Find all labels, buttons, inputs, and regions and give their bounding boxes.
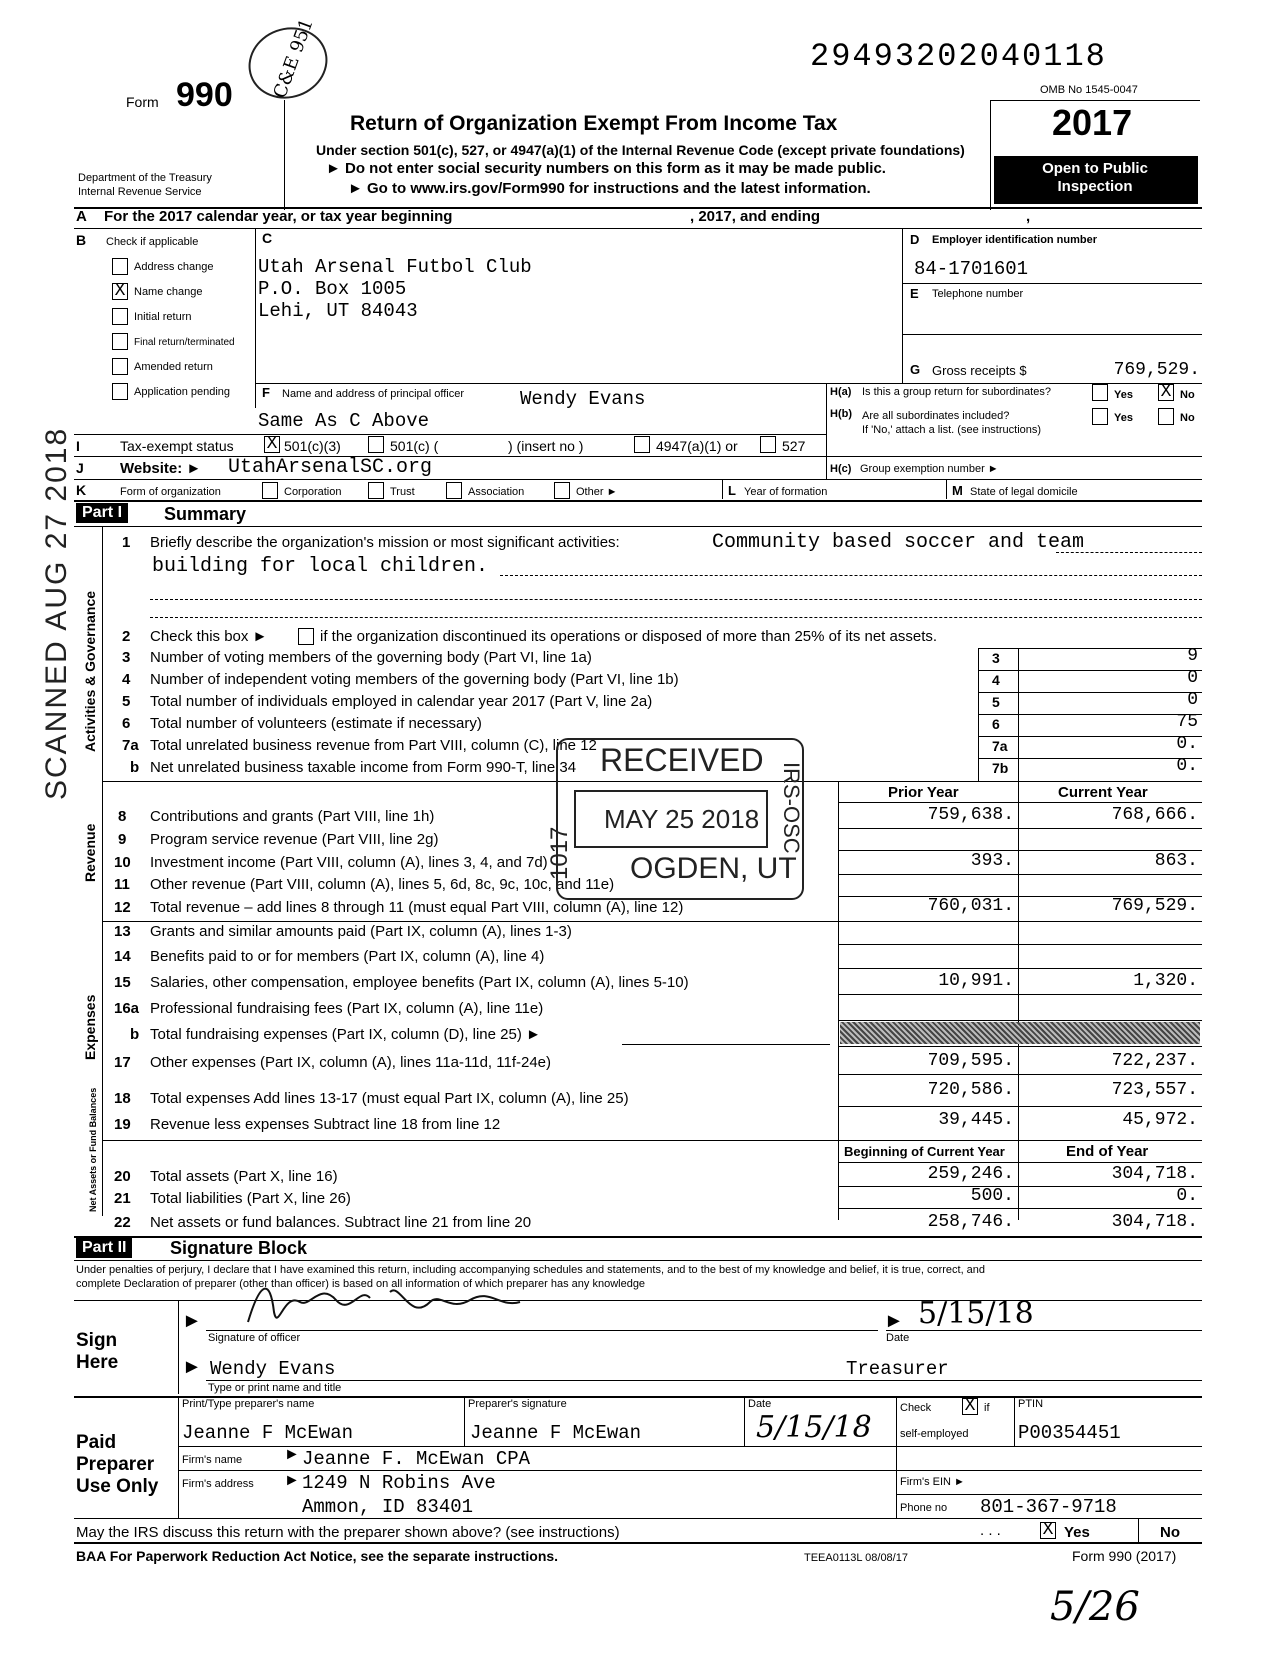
hb-yes-label: Yes bbox=[1114, 412, 1133, 424]
mission-line-1: Community based soccer and team bbox=[712, 531, 1085, 554]
line6-text: Total number of volunteers (estimate if necessary) bbox=[150, 715, 482, 732]
line11-text: Other revenue (Part VIII, column (A), lines 5, 6d, 8c, 9c, 10c, and 11e) bbox=[150, 876, 615, 893]
col-current-year: Current Year bbox=[1058, 784, 1148, 801]
ha-text: Is this a group return for subordinates? bbox=[862, 386, 1051, 398]
print-name-label: Type or print name and title bbox=[208, 1382, 342, 1394]
firm-address-1: 1249 N Robins Ave bbox=[302, 1472, 496, 1494]
part2-title: Signature Block bbox=[170, 1238, 308, 1258]
section-c-label: C bbox=[262, 230, 273, 246]
line20-text: Total assets (Part X, line 16) bbox=[150, 1168, 338, 1185]
received-left: 1017 bbox=[546, 826, 573, 880]
checkbox-initial-return[interactable] bbox=[112, 308, 128, 325]
line15-prior: 10,991. bbox=[938, 971, 1014, 991]
form-title: Return of Organization Exempt From Income Tax bbox=[350, 112, 838, 135]
preparer-date: 5/15/18 bbox=[756, 1410, 872, 1445]
discuss-text: May the IRS discuss this return with the preparer shown above? (see instructions) bbox=[76, 1524, 620, 1541]
label-name-change: Name change bbox=[134, 286, 203, 298]
checkbox-527[interactable] bbox=[760, 436, 776, 453]
form-reference: Form 990 (2017) bbox=[1072, 1548, 1177, 1564]
line9-text: Program service revenue (Part VIII, line 2g) bbox=[150, 831, 439, 848]
label-association: Association bbox=[468, 486, 525, 498]
org-address-2: Lehi, UT 84043 bbox=[258, 300, 418, 322]
label-application-pending: Application pending bbox=[134, 386, 231, 398]
line15-text: Salaries, other compensation, employee benefits (Part IX, column (A), lines 5-10) bbox=[150, 974, 689, 991]
line8-current: 768,666. bbox=[1111, 805, 1198, 825]
line8-prior: 759,638. bbox=[927, 805, 1014, 825]
line-a-ending: , 2017, and ending bbox=[690, 208, 821, 225]
preparer-name: Jeanne F McEwan bbox=[182, 1422, 354, 1444]
line17-current: 722,237. bbox=[1111, 1051, 1198, 1071]
officer-print-name: Wendy Evans bbox=[210, 1358, 336, 1380]
line4-text: Number of independent voting members of the governing body (Part VI, line 1b) bbox=[150, 671, 679, 688]
label-trust: Trust bbox=[390, 486, 415, 498]
hc-label: H(c) bbox=[830, 463, 852, 475]
ptin-value: P00354451 bbox=[1018, 1422, 1121, 1444]
hb-no-label: No bbox=[1180, 412, 1195, 424]
line12-text: Total revenue – add lines 8 through 11 (must equal Part VIII, column (A), line 12) bbox=[150, 899, 684, 916]
form-subtitle-2: ► Do not enter social security numbers on this form as it may be made public. bbox=[326, 160, 886, 177]
line22-text: Net assets or fund balances. Subtract line 21 from line 20 bbox=[150, 1214, 532, 1231]
label-address-change: Address change bbox=[134, 261, 214, 273]
omb-number: OMB No 1545-0047 bbox=[1040, 84, 1138, 96]
line12-current: 769,529. bbox=[1111, 896, 1198, 916]
sign-label: Sign bbox=[76, 1330, 118, 1351]
phone-label: Phone no bbox=[900, 1502, 948, 1514]
firm-ein-label: Firm's EIN ► bbox=[900, 1476, 965, 1488]
received-date: MAY 25 2018 bbox=[604, 804, 760, 834]
line4-value: 0 bbox=[1187, 668, 1198, 688]
line10-text: Investment income (Part VIII, column (A), lines 3, 4, and 7d) bbox=[150, 854, 548, 871]
preparer-sig-label: Preparer's signature bbox=[468, 1398, 567, 1410]
col-end-year: End of Year bbox=[1066, 1143, 1149, 1160]
checkbox-501c3[interactable]: X bbox=[264, 436, 280, 453]
hb-no-checkbox[interactable] bbox=[1158, 408, 1174, 425]
received-text: RECEIVED bbox=[600, 742, 764, 778]
col-prior-year: Prior Year bbox=[888, 784, 959, 801]
section-b-label: B bbox=[76, 232, 87, 248]
discuss-no-label: No bbox=[1160, 1524, 1180, 1541]
checkbox-amended-return[interactable] bbox=[112, 358, 128, 375]
handwritten-note: 5/26 bbox=[1050, 1584, 1140, 1630]
hb-text-1: Are all subordinates included? bbox=[862, 410, 1010, 422]
handwritten-code: C&E 951 bbox=[269, 15, 318, 102]
here-label: Here bbox=[76, 1352, 119, 1373]
section-f-label: F bbox=[262, 385, 270, 400]
checkbox-trust[interactable] bbox=[368, 482, 384, 499]
label-amended-return: Amended return bbox=[134, 361, 213, 373]
website-value[interactable]: UtahArsenalSC.org bbox=[228, 456, 433, 479]
checkbox-address-change[interactable] bbox=[112, 258, 128, 275]
baa-text: BAA For Paperwork Reduction Act Notice, see the separate instructions. bbox=[76, 1548, 559, 1564]
line10-current: 863. bbox=[1154, 851, 1198, 871]
label-501c3: 501(c)(3) bbox=[284, 438, 341, 454]
line18-current: 723,557. bbox=[1111, 1080, 1198, 1100]
officer-title: Treasurer bbox=[846, 1358, 949, 1380]
line-j-title: Website: ► bbox=[120, 460, 202, 477]
line-l-text: Year of formation bbox=[744, 486, 828, 498]
paid-label: Paid bbox=[76, 1432, 117, 1453]
line16b-text: Total fundraising expenses (Part IX, column (D), line 25) ► bbox=[150, 1026, 541, 1043]
line-k-title: Form of organization bbox=[120, 486, 221, 498]
ha-yes-checkbox[interactable] bbox=[1092, 384, 1108, 401]
section-e-title: Telephone number bbox=[932, 288, 1024, 300]
line10-prior: 393. bbox=[970, 851, 1014, 871]
line16a-text: Professional fundraising fees (Part IX, column (A), line 11e) bbox=[150, 1000, 544, 1017]
check-label: Check bbox=[900, 1402, 932, 1414]
part2-tag: Part II bbox=[76, 1238, 132, 1258]
phone-value: 801-367-9718 bbox=[980, 1496, 1117, 1518]
section-f-title: Name and address of principal officer bbox=[282, 388, 465, 400]
scanned-stamp: SCANNED AUG 27 2018 bbox=[40, 426, 73, 800]
line22-beginning: 258,746. bbox=[927, 1212, 1014, 1232]
line1-text: Briefly describe the organization's mission or most significant activities: bbox=[150, 534, 620, 551]
line21-end: 0. bbox=[1176, 1186, 1198, 1206]
checkbox-other[interactable] bbox=[554, 482, 570, 499]
firm-address-label: Firm's address bbox=[182, 1478, 254, 1490]
discuss-yes-label: Yes bbox=[1064, 1524, 1090, 1541]
hb-label: H(b) bbox=[830, 408, 852, 420]
received-right: IRS-OSC bbox=[779, 762, 804, 854]
signature-label: Signature of officer bbox=[208, 1332, 301, 1344]
line20-beginning: 259,246. bbox=[927, 1164, 1014, 1184]
shaded-cell bbox=[840, 1022, 1200, 1044]
checkbox-name-change[interactable]: X bbox=[112, 283, 128, 300]
ha-no-label: No bbox=[1180, 389, 1195, 401]
line19-current: 45,972. bbox=[1122, 1110, 1198, 1130]
tax-year: 2017 bbox=[1052, 102, 1133, 143]
line2-text-b: if the organization discontinued its operations or disposed of more than 25% of its net assets. bbox=[320, 628, 938, 645]
line5-text: Total number of individuals employed in calendar year 2017 (Part V, line 2a) bbox=[150, 693, 653, 710]
checkbox-discontinued[interactable] bbox=[298, 628, 314, 645]
side-label-expenses: Expenses bbox=[82, 994, 98, 1060]
label-final-return: Final return/terminated bbox=[134, 337, 235, 348]
col-beginning-year: Beginning of Current Year bbox=[844, 1144, 1005, 1159]
self-employed-label: self-employed bbox=[900, 1428, 969, 1440]
label-4947: 4947(a)(1) or bbox=[656, 438, 738, 454]
officer-name: Wendy Evans bbox=[520, 388, 646, 410]
checkbox-final-return[interactable] bbox=[112, 333, 128, 350]
barcode-number: 29493202040118 bbox=[810, 38, 1107, 75]
section-b-title: Check if applicable bbox=[106, 236, 199, 248]
firm-name-label: Firm's name bbox=[182, 1454, 243, 1466]
section-g-label: G bbox=[910, 362, 921, 377]
line3-value: 9 bbox=[1187, 646, 1198, 666]
line19-prior: 39,445. bbox=[938, 1110, 1014, 1130]
dept-line-2: Internal Revenue Service bbox=[78, 186, 202, 198]
penalty-text-2: complete Declaration of preparer (other than officer) is based on all information of which preparer has any knowledge bbox=[76, 1278, 646, 1290]
dept-line-1: Department of the Treasury bbox=[78, 172, 212, 184]
form-word: Form bbox=[126, 94, 159, 110]
preparer-label: Preparer bbox=[76, 1454, 155, 1475]
preparer-date-label: Date bbox=[748, 1398, 772, 1410]
line3-text: Number of voting members of the governing body (Part VI, line 1a) bbox=[150, 649, 592, 666]
open-public-text: Open to Public Inspection bbox=[1042, 160, 1148, 195]
part1-tag: Part I bbox=[76, 503, 128, 523]
label-other: Other ► bbox=[576, 486, 618, 498]
form-code: TEEA0113L 08/08/17 bbox=[804, 1552, 908, 1564]
line7b-text: Net unrelated business taxable income from Form 990-T, line 34 bbox=[150, 759, 577, 776]
check-if-label: if bbox=[984, 1402, 990, 1414]
line2-text-a: Check this box ► bbox=[150, 628, 268, 645]
preparer-sig-name[interactable]: Jeanne F McEwan bbox=[470, 1422, 642, 1444]
line5-value: 0 bbox=[1187, 690, 1198, 710]
line21-text: Total liabilities (Part X, line 26) bbox=[150, 1190, 351, 1207]
line-i-title: Tax-exempt status bbox=[120, 438, 234, 454]
ha-label: H(a) bbox=[830, 386, 852, 398]
line-a-text: For the 2017 calendar year, or tax year beginning bbox=[104, 208, 453, 225]
ha-no-checkbox[interactable]: X bbox=[1158, 384, 1174, 401]
label-insert-no: ) (insert no ) bbox=[508, 438, 584, 454]
line20-end: 304,718. bbox=[1111, 1164, 1198, 1184]
use-only-label: Use Only bbox=[76, 1476, 159, 1497]
line15-current: 1,320. bbox=[1133, 971, 1198, 991]
date-label: Date bbox=[886, 1332, 910, 1344]
line19-text: Revenue less expenses Subtract line 18 from line 12 bbox=[150, 1116, 501, 1133]
label-527: 527 bbox=[782, 438, 806, 454]
line-i-label: I bbox=[76, 438, 80, 454]
officer-signature[interactable] bbox=[240, 1272, 540, 1332]
form-subtitle-3: ► Go to www.irs.gov/Form990 for instructions and the latest information. bbox=[348, 180, 871, 197]
line22-end: 304,718. bbox=[1111, 1212, 1198, 1232]
mission-line-2: building for local children. bbox=[152, 555, 489, 578]
form-subtitle-1: Under section 501(c), 527, or 4947(a)(1) of the Internal Revenue Code (except private foundations) bbox=[316, 142, 965, 158]
line21-beginning: 500. bbox=[970, 1186, 1014, 1206]
label-initial-return: Initial return bbox=[134, 311, 192, 323]
line-m-label: M bbox=[952, 483, 963, 498]
section-d-label: D bbox=[910, 232, 920, 247]
line13-text: Grants and similar amounts paid (Part IX, column (A), lines 1-3) bbox=[150, 923, 572, 940]
firm-name: Jeanne F. McEwan CPA bbox=[302, 1448, 531, 1470]
checkbox-501c[interactable] bbox=[368, 436, 384, 453]
line8-text: Contributions and grants (Part VIII, line 1h) bbox=[150, 808, 435, 825]
form-number: 990 bbox=[176, 76, 233, 114]
section-d-title: Employer identification number bbox=[932, 234, 1098, 246]
side-label-net-assets: Net Assets or Fund Balances bbox=[88, 1087, 98, 1212]
line12-prior: 760,031. bbox=[927, 896, 1014, 916]
ha-yes-label: Yes bbox=[1114, 389, 1133, 401]
ptin-label: PTIN bbox=[1018, 1398, 1044, 1410]
line7a-text: Total unrelated business revenue from Part VIII, column (C), line 12 bbox=[150, 737, 597, 754]
label-501c: 501(c) ( bbox=[390, 438, 439, 454]
received-city: OGDEN, UT bbox=[630, 852, 797, 885]
line7b-value: 0. bbox=[1176, 756, 1198, 776]
line-m-text: State of legal domicile bbox=[970, 486, 1078, 498]
line-k-label: K bbox=[76, 482, 87, 498]
line17-text: Other expenses (Part IX, column (A), lines 11a-11d, 11f-24e) bbox=[150, 1054, 552, 1071]
hc-text: Group exemption number ► bbox=[860, 463, 999, 475]
line-l-label: L bbox=[728, 483, 736, 498]
line17-prior: 709,595. bbox=[927, 1051, 1014, 1071]
firm-address-2: Ammon, ID 83401 bbox=[302, 1496, 474, 1518]
label-corporation: Corporation bbox=[284, 486, 342, 498]
checkbox-corporation[interactable] bbox=[262, 482, 278, 499]
section-e-label: E bbox=[910, 286, 919, 301]
ein-value: 84-1701601 bbox=[914, 258, 1029, 280]
hb-text-2: If 'No,' attach a list. (see instructions) bbox=[862, 424, 1042, 436]
signature-date: 5/15/18 bbox=[918, 1296, 1034, 1331]
line-j-label: J bbox=[76, 460, 84, 476]
line-a-label: A bbox=[76, 208, 87, 225]
gross-receipts-value: 769,529. bbox=[1113, 360, 1200, 380]
section-g-title: Gross receipts $ bbox=[932, 363, 1027, 378]
side-label-governance: Activities & Governance bbox=[82, 590, 98, 752]
checkbox-discuss-yes[interactable]: X bbox=[1040, 1522, 1056, 1539]
org-name: Utah Arsenal Futbol Club bbox=[258, 256, 532, 278]
part1-title: Summary bbox=[164, 504, 247, 524]
officer-address: Same As C Above bbox=[258, 410, 430, 432]
side-label-revenue: Revenue bbox=[82, 823, 98, 882]
checkbox-self-employed[interactable]: X bbox=[962, 1398, 978, 1415]
checkbox-4947[interactable] bbox=[634, 436, 650, 453]
preparer-name-label: Print/Type preparer's name bbox=[182, 1398, 315, 1410]
line6-value: 75 bbox=[1176, 712, 1198, 732]
checkbox-application-pending[interactable] bbox=[112, 383, 128, 400]
line7a-value: 0. bbox=[1176, 734, 1198, 754]
checkbox-association[interactable] bbox=[446, 482, 462, 499]
hb-yes-checkbox[interactable] bbox=[1092, 408, 1108, 425]
org-address-1: P.O. Box 1005 bbox=[258, 278, 407, 300]
line14-text: Benefits paid to or for members (Part IX, column (A), line 4) bbox=[150, 948, 545, 965]
line18-text: Total expenses Add lines 13-17 (must equal Part IX, column (A), line 25) bbox=[150, 1090, 629, 1107]
penalty-text-1: Under penalties of perjury, I declare that I have examined this return, including accompanying schedules and statements, and to the best of my knowledge and belief, it is true, correct, and bbox=[76, 1264, 986, 1276]
line18-prior: 720,586. bbox=[927, 1080, 1014, 1100]
